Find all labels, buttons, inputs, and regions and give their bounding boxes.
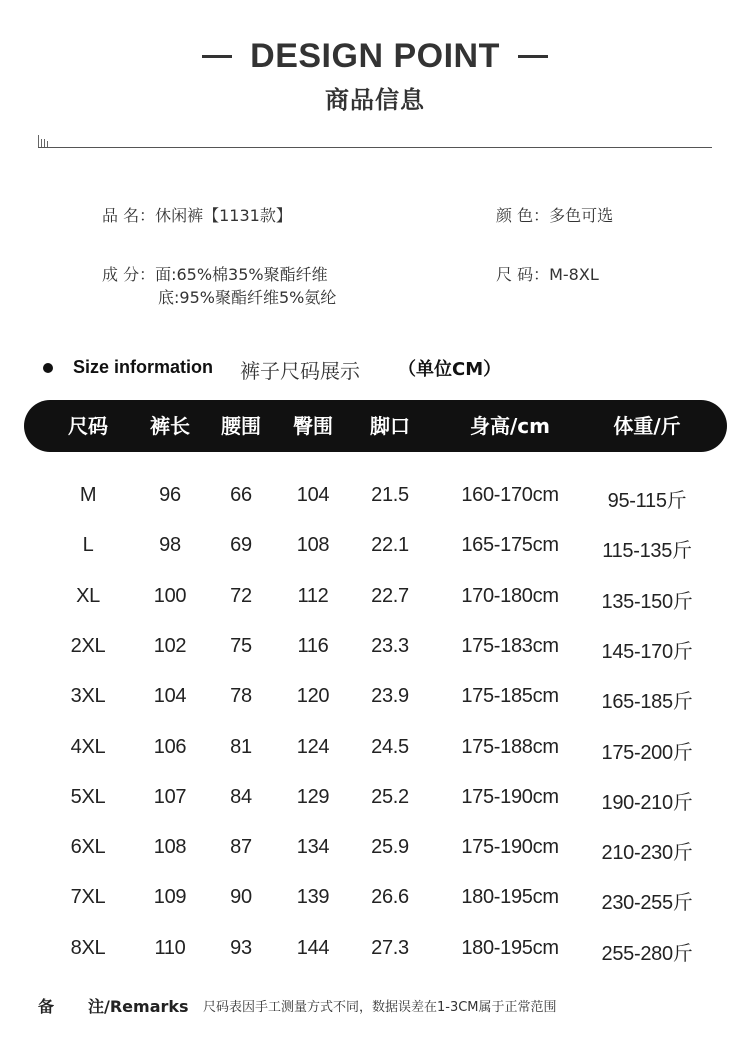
cell-height: 175-188cm <box>461 735 559 758</box>
cell-hip: 104 <box>296 484 330 506</box>
design-point-title <box>0 34 750 78</box>
cell-leg-opening: 22.7 <box>371 584 409 607</box>
cell-weight: 135-150斤 <box>601 590 693 613</box>
cell-size: 7XL <box>70 886 106 909</box>
cell-height: 175-185cm <box>461 685 559 708</box>
cell-size: 8XL <box>70 936 106 959</box>
cell-weight: 230-255斤 <box>601 892 693 915</box>
cell-height: 180-195cm <box>461 936 559 959</box>
cell-height: 175-190cm <box>461 785 559 808</box>
cell-waist: 69 <box>230 534 252 557</box>
cell-weight: 115-135斤 <box>602 540 692 563</box>
header-height: 身高/cm <box>470 414 550 438</box>
cell-height: 175-190cm <box>461 836 559 859</box>
cell-hip: 144 <box>296 936 330 959</box>
cell-waist: 84 <box>230 785 252 808</box>
cell-length: 107 <box>153 785 187 808</box>
cell-hip: 108 <box>296 534 330 557</box>
cell-size: 6XL <box>70 836 106 859</box>
cell-waist: 78 <box>230 685 252 708</box>
product-color-label: 颜 色： <box>496 206 550 225</box>
header-leg-opening: 脚口 <box>370 414 410 438</box>
cell-weight: 165-185斤 <box>601 691 693 714</box>
cell-length: 104 <box>153 685 187 708</box>
cell-size: XL <box>76 584 100 607</box>
cell-length: 108 <box>153 836 187 859</box>
cell-hip: 116 <box>297 634 329 657</box>
remark-label-bei: 备 <box>38 997 55 1016</box>
product-color <box>496 203 613 226</box>
cell-size: 2XL <box>70 634 106 657</box>
cell-weight: 210-230斤 <box>601 842 693 865</box>
header-hip: 臀围 <box>293 414 333 438</box>
page-subtitle: 商品信息 <box>325 86 425 114</box>
cell-waist: 75 <box>230 634 252 657</box>
cell-height: 160-170cm <box>461 484 559 506</box>
product-material-line2: 底:95%聚酯纤维5%氨纶 <box>158 288 337 307</box>
product-name-value: 休闲裤【1131款】 <box>155 206 292 225</box>
header-size: 尺码 <box>68 414 108 438</box>
cell-hip: 129 <box>296 785 330 808</box>
cell-length: 109 <box>153 886 187 909</box>
cell-length: 106 <box>153 735 187 758</box>
cell-size: 5XL <box>70 785 106 808</box>
product-material-label: 成 分： <box>102 265 156 284</box>
bullet-icon <box>43 363 53 373</box>
cell-weight: 95-115斤 <box>607 490 687 512</box>
title-right-dash <box>518 55 548 58</box>
cell-weight: 175-200斤 <box>601 741 693 764</box>
header-length: 裤长 <box>150 414 190 438</box>
product-color-value: 多色可选 <box>549 206 614 225</box>
cell-leg-opening: 25.2 <box>371 785 409 808</box>
ruler-ticks-decoration <box>38 135 48 147</box>
cell-hip: 120 <box>296 685 330 708</box>
product-size-label: 尺 码： <box>496 265 550 284</box>
product-size-range <box>496 262 599 285</box>
cell-length: 96 <box>159 484 181 506</box>
cell-height: 180-195cm <box>461 886 559 909</box>
divider-line <box>38 147 712 148</box>
size-info-title-en: Size information <box>73 357 214 377</box>
cell-leg-opening: 21.5 <box>371 484 409 506</box>
cell-waist: 93 <box>230 936 252 959</box>
cell-weight: 145-170斤 <box>601 640 693 663</box>
cell-height: 175-183cm <box>461 634 559 657</box>
header-weight: 体重/斤 <box>613 414 681 438</box>
product-name <box>102 203 292 226</box>
product-material <box>102 262 328 285</box>
cell-leg-opening: 24.5 <box>371 735 409 758</box>
cell-height: 170-180cm <box>461 584 559 607</box>
product-size-value: M-8XL <box>549 265 599 284</box>
cell-waist: 90 <box>230 886 252 909</box>
product-name-label: 品 名： <box>102 206 156 225</box>
cell-hip: 112 <box>297 584 329 607</box>
size-info-unit: （单位CM） <box>398 359 502 380</box>
cell-length: 98 <box>159 534 181 557</box>
header-waist: 腰围 <box>221 414 261 438</box>
cell-waist: 81 <box>230 735 252 758</box>
remark-text: 尺码表因手工测量方式不同，数据误差在1-3CM属于正常范围 <box>203 1000 557 1015</box>
cell-leg-opening: 26.6 <box>371 886 409 909</box>
cell-leg-opening: 25.9 <box>371 836 409 859</box>
cell-size: 4XL <box>70 735 106 758</box>
cell-leg-opening: 22.1 <box>371 534 409 557</box>
cell-length: 100 <box>153 584 187 607</box>
cell-size: M <box>79 484 97 506</box>
page-title: DESIGN POINT <box>250 36 500 75</box>
product-material-line1: 面:65%棉35%聚酯纤维 <box>155 265 328 284</box>
cell-leg-opening: 23.9 <box>371 685 409 708</box>
cell-size: L <box>82 534 94 557</box>
cell-size: 3XL <box>70 685 106 708</box>
title-left-dash <box>202 55 232 58</box>
remark-label-zhu: 注/Remarks <box>88 997 189 1016</box>
cell-hip: 134 <box>296 836 330 859</box>
cell-leg-opening: 23.3 <box>371 634 409 657</box>
cell-leg-opening: 27.3 <box>371 936 409 959</box>
cell-weight: 255-280斤 <box>601 942 693 965</box>
cell-hip: 139 <box>296 886 330 909</box>
cell-length: 110 <box>154 936 186 959</box>
cell-waist: 87 <box>230 836 252 859</box>
cell-length: 102 <box>153 634 187 657</box>
cell-waist: 66 <box>230 484 252 506</box>
cell-hip: 124 <box>296 735 330 758</box>
cell-weight: 190-210斤 <box>601 791 693 814</box>
cell-waist: 72 <box>230 584 252 607</box>
size-info-title-cn: 裤子尺码展示 <box>240 359 360 383</box>
cell-height: 165-175cm <box>461 534 559 557</box>
